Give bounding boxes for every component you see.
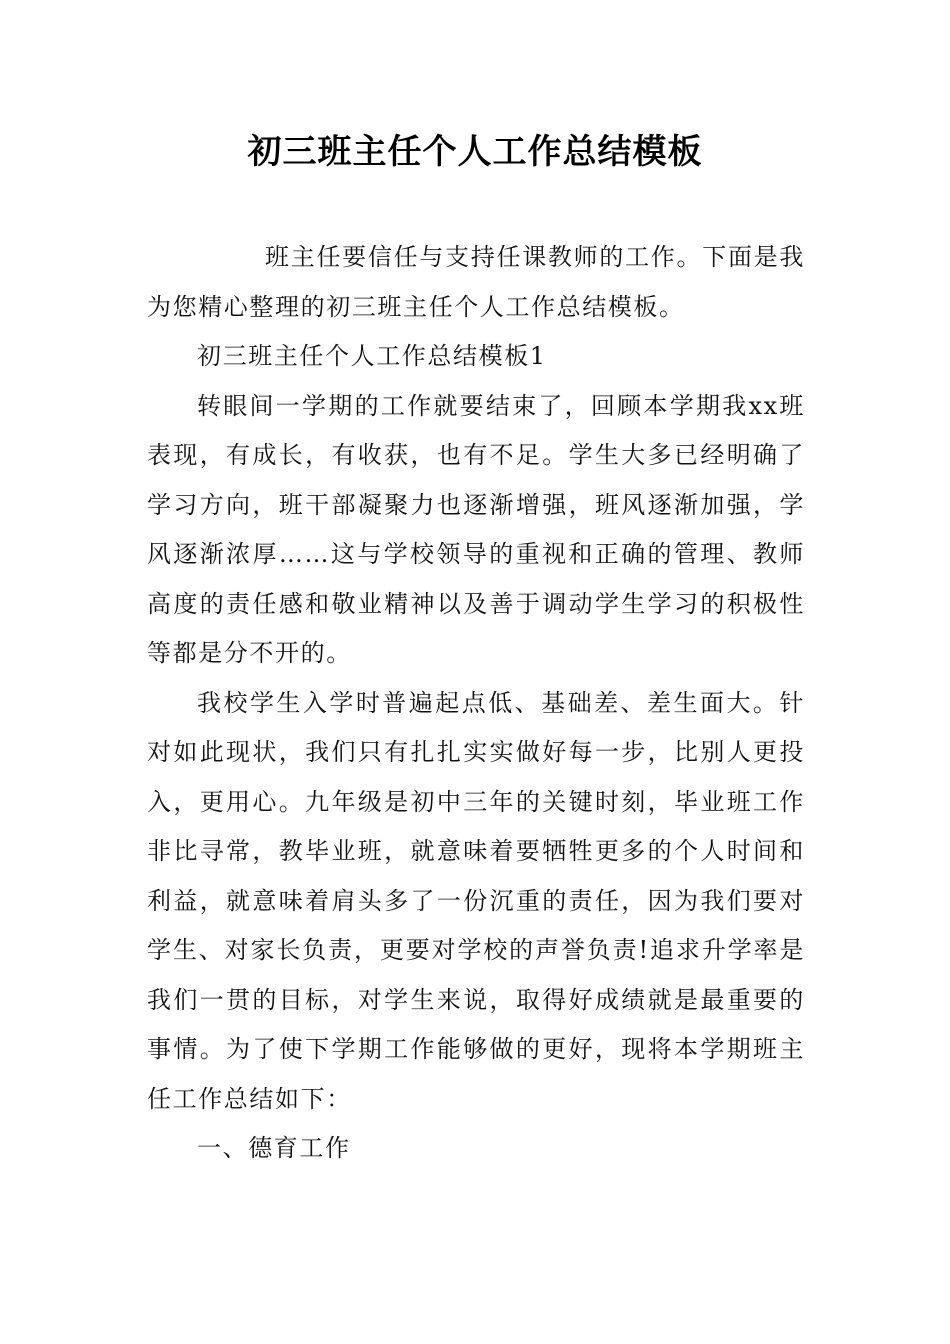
- document-body: [147, 233, 805, 1174]
- intro-paragraph: 班主任要信任与支持任课教师的工作。下面是我为您精心整理的初三班主任个人工作总结模板。: [147, 243, 805, 321]
- document-title: 初三班主任个人工作总结模板: [247, 132, 703, 172]
- body-paragraph-1: 转眼间一学期的工作就要结束了，回顾本学期我xx班表现，有成长，有收获，也有不足。学生大多已经明确了学习方向，班干部凝聚力也逐渐增强，班风逐渐加强，学风逐渐浓厚……这与学校领导的重视和正确的管理、教师高度的责任感和敬业精神以及善于调动学生学习的积极性等都是分不开的。: [147, 391, 805, 667]
- body-paragraph-2: 我校学生入学时普遍起点低、基础差、差生面大。针对如此现状，我们只有扎扎实实做好每一步，比别人更投入，更用心。九年级是初中三年的关键时刻，毕业班工作非比寻常，教毕业班，就意味着要牺牲更多的个人时间和利益，就意味着肩头多了一份沉重的责任，因为我们要对学生、对家长负责，更要对学校的声誉负责!追求升学率是我们一贯的目标，对学生来说，取得好成绩就是最重要的事情。为了使下学期工作能够做的更好，现将本学期班主任工作总结如下：: [147, 688, 805, 1113]
- subheading-moral-education: 一、德育工作: [197, 1134, 351, 1162]
- section-heading: 初三班主任个人工作总结模板1: [197, 342, 547, 370]
